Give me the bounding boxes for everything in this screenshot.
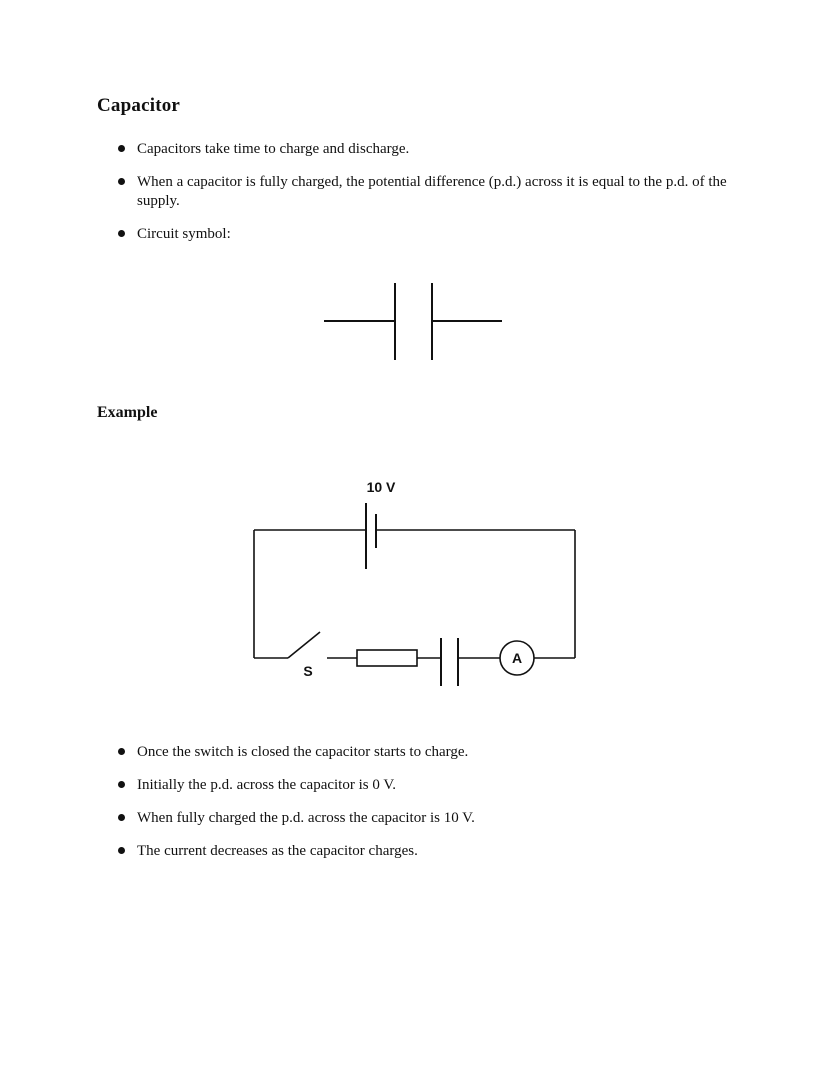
bullet-text: Initially the p.d. across the capacitor is 0 V. (137, 777, 396, 793)
bullet-text: When fully charged the p.d. across the capacitor is 10 V. (137, 810, 475, 826)
list-item (118, 809, 748, 828)
list-item (118, 776, 748, 795)
switch-arm (288, 632, 320, 658)
example-heading: Example (97, 404, 158, 421)
list-item (118, 842, 748, 861)
bullet-text: When a capacitor is fully charged, the potential difference (p.d.) across it is equal to the p.d. of the supply. (137, 174, 727, 209)
example-bullet-list (118, 743, 748, 875)
bullet-text: The current decreases as the capacitor charges. (137, 843, 418, 859)
bullet-icon (118, 814, 125, 821)
page-title: Capacitor (97, 95, 181, 116)
resistor (357, 650, 417, 666)
switch-label: S (303, 663, 313, 679)
bullet-icon (118, 748, 125, 755)
bullet-icon (118, 847, 125, 854)
bullet-text: Circuit symbol: (137, 226, 231, 242)
supply-voltage-label: 10 V (366, 479, 396, 495)
list-item (118, 743, 748, 762)
bullet-text: Capacitors take time to charge and discharge. (137, 141, 410, 157)
bullet-text: Once the switch is closed the capacitor starts to charge. (137, 744, 469, 760)
ammeter-label: A (511, 650, 523, 666)
bullet-icon (118, 781, 125, 788)
